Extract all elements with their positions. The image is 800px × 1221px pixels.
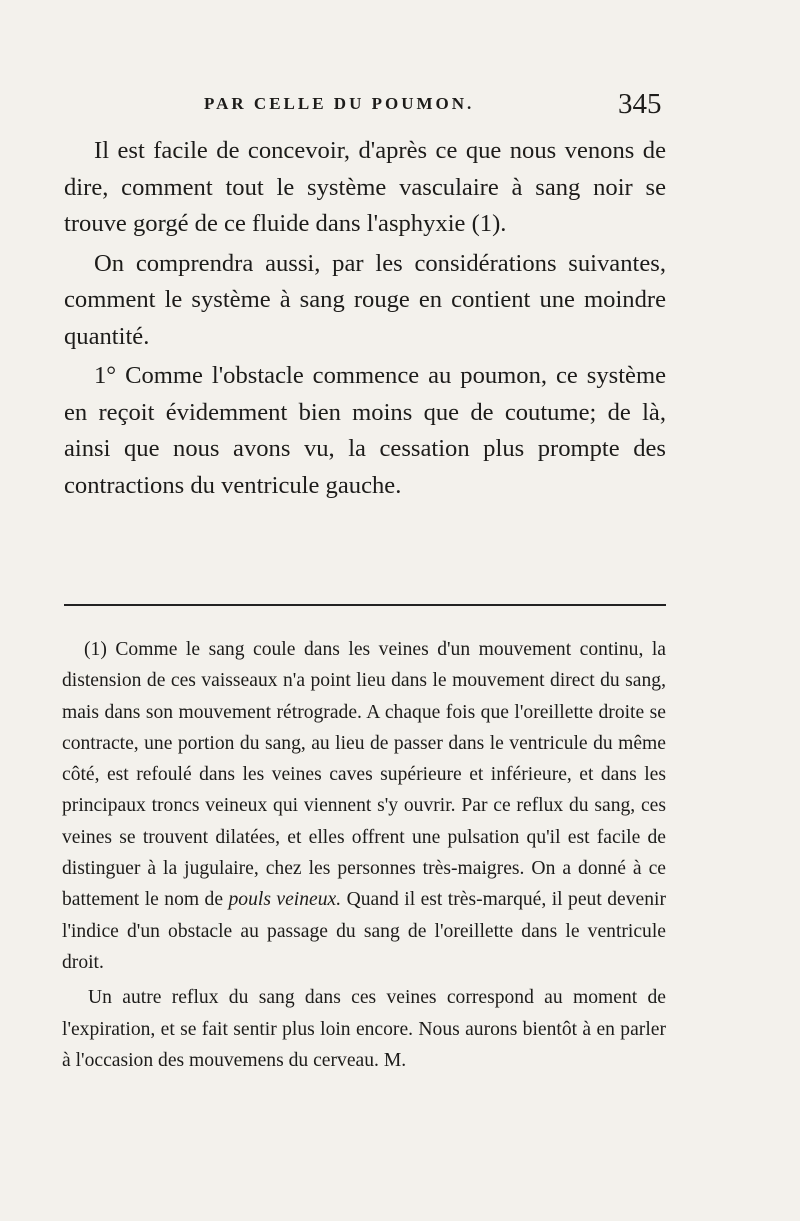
footnote-separator [64, 604, 666, 606]
body-paragraph: On comprendra aussi, par les considérations suivantes, comment le système à sang rouge en contient une moindre quantité. [64, 249, 666, 350]
footnote-text: Quand il est très-marqué, il peut devenir l'indice d'un obstacle au passage du sang de l'oreillette dans le ventricule droit. [62, 889, 666, 973]
running-head: PAR CELLE DU POUMON. [204, 94, 475, 113]
footnote [62, 634, 666, 1080]
page-number: 345 [618, 88, 662, 120]
footnote-paragraph [62, 634, 666, 978]
main-text [64, 133, 666, 507]
body-paragraph: 1° Comme l'obstacle commence au poumon, ce système en reçoit évidemment bien moins que de coutume; de là, ainsi que nous avons vu, la cessation plus prompte des contractions du ventricule gauche. [64, 362, 666, 499]
body-paragraph: Il est facile de concevoir, d'après ce que nous venons de dire, comment tout le système vasculaire à sang noir se trouve gorgé de ce fluide dans l'asphyxie (1). [64, 137, 666, 237]
footnote-text: (1) Comme le sang coule dans les veines d'un mouvement continu, la distension de ces vaisseaux n'a point lieu dans le mouvement direct du sang, mais dans son mouvement rétrograde. A chaque fois que l'oreillette droite se contracte, une portion du sang, au lieu de passer dans le ventricule du même côté, est refoulé dans les veines caves supérieure et inférieure, et dans les principaux troncs veineux qui viennent s'y ouvrir. Par ce reflux du sang, ces veines se trouvent dilatées, et elles offrent une pulsation qu'il est facile de distinguer à la jugulaire, chez les personnes très-maigres. On a donné à ce battement le nom de [62, 639, 666, 911]
footnote-paragraph: Un autre reflux du sang dans ces veines correspond au moment de l'expiration, et se fait sentir plus loin encore. Nous aurons bientôt à en parler à l'occasion des mouvemens du cerveau. M. [62, 987, 666, 1071]
footnote-italic-term: pouls veineux. [228, 889, 342, 911]
page-header [62, 88, 664, 128]
